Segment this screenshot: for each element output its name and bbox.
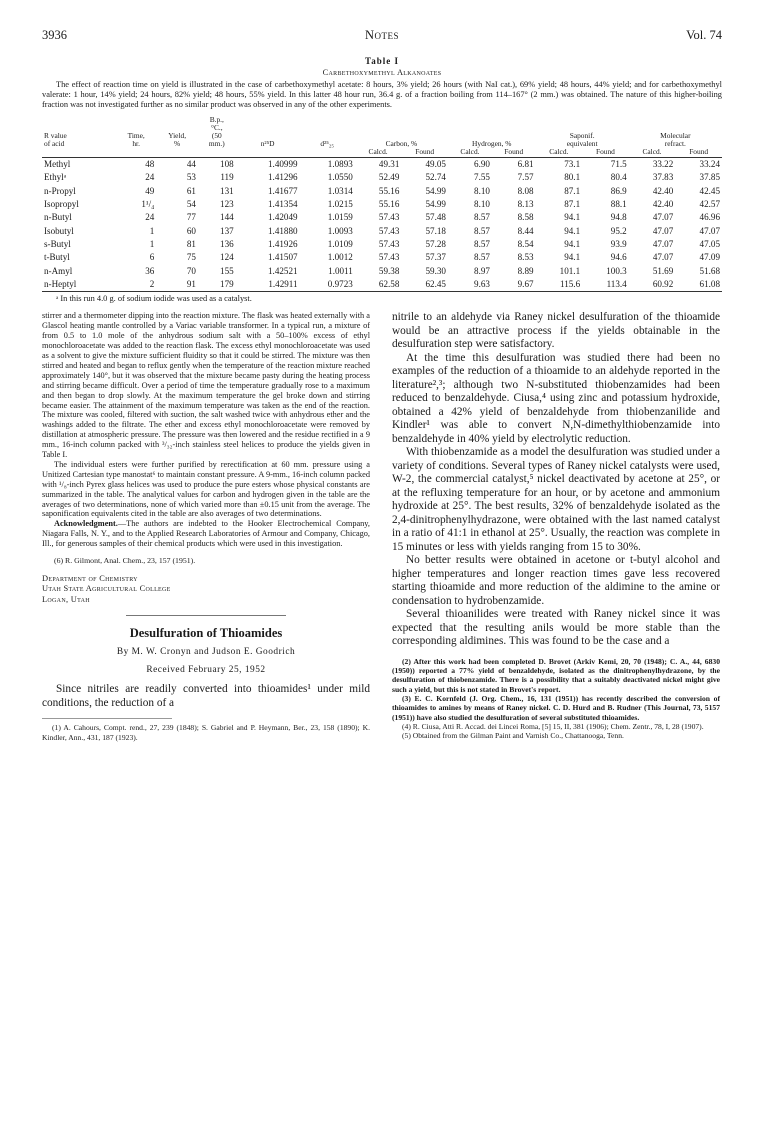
section-divider [126, 615, 286, 616]
ack-heading: Acknowledgment. [54, 519, 118, 529]
article-opening [42, 683, 370, 710]
sub-calcd: Calcd. [629, 148, 676, 158]
col-carbon: Carbon, % [385, 138, 418, 148]
sub-found: Found [582, 148, 629, 158]
sub-calcd: Calcd. [448, 148, 492, 158]
affiliation-line: Logan, Utah [42, 594, 90, 604]
col-saponif: Saponif. equivalent [566, 130, 598, 148]
table-footnote: ᵃ In this run 4.0 g. of sodium iodide was used as a catalyst. [56, 294, 252, 304]
footnote-4: (4) R. Ciusa, Atti R. Accad. dei Lincei Roma, [5] 15, II, 381 (1906); Chem. Zentr., 78, I, 28 (1907). [402, 721, 704, 731]
reference-6: (6) R. Gilmont, Anal. Chem., 23, 157 (1951). [54, 556, 196, 566]
sub-found: Found [675, 148, 722, 158]
sub-found: Found [401, 148, 448, 158]
article-text [392, 311, 720, 649]
col-nd: n²⁵D [260, 138, 275, 148]
col-time: Time, hr. [127, 130, 145, 148]
journal-page [42, 28, 722, 1131]
table-row: Methyl 48 44 108 1.40999 1.0893 49.31 49.05 6.90 6.81 73.1 71.5 33.22 33.24 [44, 158, 720, 169]
data-table [42, 114, 722, 293]
table-row: s-Butyl 1 81 136 1.41926 1.0109 57.43 57.28 8.57 8.54 94.1 93.9 47.07 47.05 [44, 239, 720, 250]
table-row: n-Heptyl 2 91 179 1.42911 0.9723 62.58 62.45 9.63 9.67 115.6 113.4 60.92 61.08 [42, 278, 722, 292]
col-r-value: R value of acid [44, 130, 67, 148]
footnote-2: (2) After this work had been completed D. Brovet (Arkiv Kemi, 20, 70 (1948); C. A., 44, 6830 (1950)) reported a 77% yield of benzaldehyde, isolated as the dinitrophenylhydrazone, by the desulfuration of thiobenzamide. There is a possibility that a suitably deactivated nickel might give such a yield, but this is not stated in Brovet's report. [392, 656, 720, 694]
experimental-text [42, 311, 370, 549]
col-d: d²⁵₂₅ [320, 138, 335, 148]
table-row: Isobutyl 1 60 137 1.41880 1.0093 57.43 57.18 8.57 8.44 94.1 95.2 47.07 47.07 [44, 225, 720, 236]
table-label: Table I [365, 56, 399, 66]
sub-calcd: Calcd. [355, 148, 402, 158]
running-header [42, 28, 722, 44]
right-column [392, 311, 720, 740]
received-date: Received February 25, 1952 [146, 665, 266, 676]
table-row: Isopropyl 1¹/₄ 54 123 1.41354 1.0215 55.16 54.99 8.10 8.13 87.1 88.1 42.40 42.57 [44, 198, 720, 209]
paragraph: nitrile to an aldehyde via Raney nickel desulfuration of the thioamide would be an attractive process if the yields obtainable in the desulfuration step were satisfactory. [392, 311, 720, 351]
sub-found: Found [492, 148, 536, 158]
volume-number: Vol. 74 [686, 28, 722, 42]
table-row: t-Butyl 6 75 124 1.41507 1.0012 57.43 57.37 8.57 8.53 94.1 94.6 47.07 47.09 [44, 252, 720, 263]
left-column [42, 311, 370, 741]
table-title: Carbethoxymethyl Alkanoates [322, 68, 442, 77]
table-row: Ethylᵃ 24 53 119 1.41296 1.0550 52.49 52.74 7.55 7.57 80.1 80.4 37.83 37.85 [44, 172, 720, 183]
table-row: n-Butyl 24 77 144 1.42049 1.0159 57.43 57.48 8.57 8.58 94.1 94.8 47.07 46.96 [44, 212, 720, 223]
paragraph: The individual esters were further purified by rerectification at 60 mm. pressure using a Unitized Cartesian type manostat⁶ to maintain constant pressure. A 9-mm., 16-inch column packed with ¹/₈-inch Pyrex glass helices was used to produce the pure esters whose physical constants are summarized in the table. The analytical values for carbon and hydrogen given in the table are the averages of two determinations, none of which varied more than ±0.15 unit from the average. The saponification equivalents cited in the table are also averages of two determinations. [42, 459, 370, 519]
page-number: 3936 [42, 28, 67, 42]
col-bp: B.p., °C., (50 mm.) [208, 114, 225, 148]
footnote-5: (5) Obtained from the Gilman Paint and Varnish Co., Chattanooga, Tenn. [402, 731, 624, 741]
table-row: n-Amyl 36 70 155 1.42521 1.0011 59.38 59.30 8.97 8.89 101.1 100.3 51.69 51.68 [44, 265, 720, 276]
footnote-1: (1) A. Cahours, Compt. rend., 27, 239 (1848); S. Gabriel and P. Heymann, Ber., 23, 158 (1890); K. Kindler, Ann., 431, 187 (1923). [42, 723, 370, 742]
col-yield: Yield, % [168, 130, 187, 148]
acknowledgment [42, 519, 370, 549]
col-hydrogen: Hydrogen, % [472, 138, 512, 148]
footnote-3: (3) E. C. Kornfeld (J. Org. Chem., 16, 131 (1951)) has recently described the conversion of thioamides to amines by means of Raney nickel. C. D. Hurd and B. Rudner (This Journal, 73, 5157 (1951)) have also studied the desulfuration of several substituted thioamides. [392, 694, 720, 722]
table-row: n-Propyl 49 61 131 1.41677 1.0314 55.16 54.99 8.10 8.08 87.1 86.9 42.40 42.45 [44, 185, 720, 196]
section-title: Notes [364, 28, 400, 42]
paragraph: stirrer and a thermometer dipping into the reaction mixture. The flask was heated externally with a Glascol heating mantle controlled by a Variac variable transformer. In a typical run, a mixture of from 0.5 to 1.0 mole of the anhydrous sodium salt with a 50–100% excess of ethyl monochloroacetate was added to the reaction flask. The excess ethyl monochloroacetate was used as a solvent to give the mixture sufficient fluidity so that it could be stirred. The mixture was then stirred and heated and began to reflux gently when the temperature of the reaction mixture reached approximately 140°, but it was observed that the mixture became pasty during the heating process and stirring became difficult. Over a period of time the temperature gradually rose to a maximum and then began to drop slowly. At the maximum temperature the gel broke down and stirring became easier. The attainment of the maximum temperature was taken as the end of the reaction. The mixture was cooled, filtered with suction, the salt washed twice with anhydrous ether and the washings added to the filtrate. The ether and excess ethyl monochloroacetate were removed by distillation at atmospheric pressure. The pressure was then lowered and the residue rectified in a 9 mm., 16-inch column packed with ³/₃₂-inch stainless steel helices to produce the yields given in Table I. [42, 311, 370, 460]
paragraph: With thiobenzamide as a model the desulfuration was studied under a variety of conditions. Several types of Raney nickel catalysts were used, W-2, the commercial catalyst,⁵ nickel deactivated by acetone at 25°, or at the refluxing temperature for an hour, or by acetone and ammonium hydroxide at 25°. The best results, 32% of benzaldehyde isolated as the 2,4-dinitrophenylhydrazone, were obtained with the last named catalyst in a ratio of 41:1 in ethanol at 25°. Usually, the reaction was complete in 15 minutes or less with yields ranging from 15 to 30%. [392, 446, 720, 553]
footnotes [392, 657, 720, 741]
footnote-divider [42, 718, 172, 719]
paragraph: Since nitriles are readily converted into thioamides¹ under mild conditions, the reduction of a [42, 683, 370, 709]
paragraph: At the time this desulfuration was studied there had been no examples of the reduction of a thioamide to an aldehyde reported in the literature²,³; although two N-substituted thiobenzamides had been reduced to benzaldehyde. Ciusa,⁴ using zinc and potassium hydroxide, obtained a 42% yield of benzaldehyde from thiobenzanilide and Kindler¹ was able to convert N,N-dimethylthiobenzamide into benzaldehyde in 40% yield by electrolytic reduction. [392, 351, 720, 445]
table-intro: The effect of reaction time on yield is illustrated in the case of carbethoxymethyl acetate: 8 hours, 3% yield; 26 hours (with NaI cat.), 69% yield; 48 hours, 44% yield; and for carbethoxymethyl valerate: 1 hour, 14% yield; 24 hours, 82% yield; 48 hours, 55% yield. In this latter 48 hour run, 36.4 g. of a fraction boiling from 114–167° (2 mm.) was obtained. The nature of this higher-boiling fraction was not investigated further as no similar product was observed in any of the other experiments. [42, 80, 722, 110]
two-column-body [42, 311, 722, 1131]
affiliation-line: Utah State Agricultural College [42, 584, 171, 594]
affiliation-line: Department of Chemistry [42, 573, 138, 583]
article-title: Desulfuration of Thioamides [129, 626, 283, 641]
affiliation [42, 574, 370, 606]
article-authors: By M. W. Cronyn and Judson E. Goodrich [116, 647, 296, 658]
paragraph: Several thioanilides were treated with Raney nickel since it was expected that the resulting anils would be more stable than the corresponding aldimines. This was found to be the case and a [392, 608, 720, 648]
ack-text: —The authors are indebted to the Hooker Electrochemical Company, Niagara Falls, N. Y., and to the Applied Research Laboratories of Armour and Company, Chicago, Ill., for generous samples of their chemical products which were used in this investigation. [42, 519, 370, 549]
col-molecular: Molecular refract. [660, 130, 691, 148]
paragraph: No better results were obtained in acetone or t-butyl alcohol and higher temperatures and longer reaction times gave less recovered starting thioamide and more reduction of the aldimine to the amine or condensation to hydrobenzamide. [392, 554, 720, 607]
sub-calcd: Calcd. [536, 148, 583, 158]
